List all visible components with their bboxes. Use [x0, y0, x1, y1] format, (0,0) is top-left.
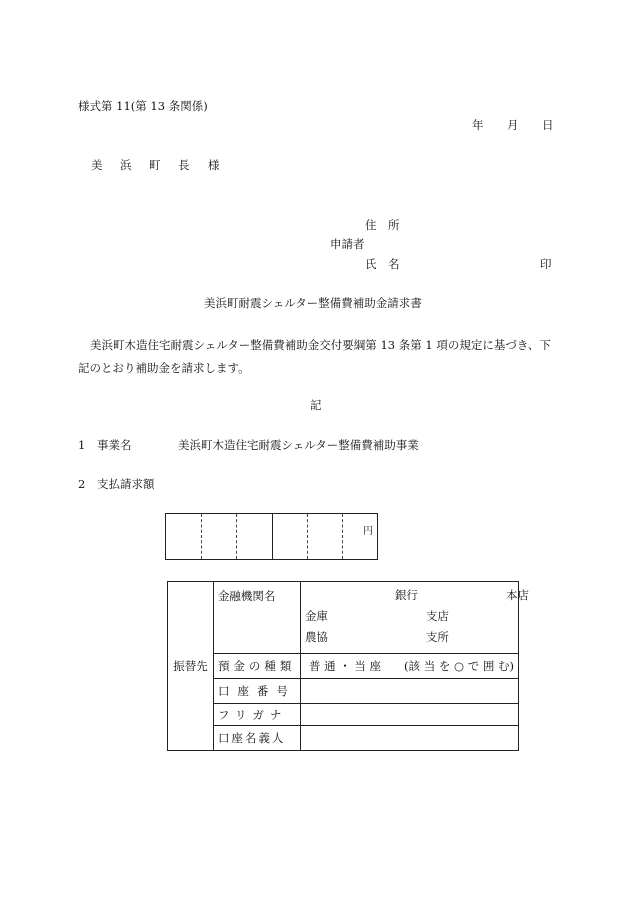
body-paragraph: 美浜町木造住宅耐震シェルター整備費補助金交付要綱第 13 条第 1 項の規定に基づき、下記のとおり補助金を請求します。: [78, 338, 551, 375]
name-label: 氏 名: [365, 257, 400, 271]
bank-text: 銀行: [394, 588, 418, 602]
item1-number: 1: [78, 438, 86, 452]
document-title: 美浜町耐震シェルター整備費補助金請求書: [204, 296, 422, 310]
item2-number: 2: [78, 477, 86, 491]
branch-office-text: 支所: [425, 630, 449, 644]
amount-group-divider: [272, 514, 273, 559]
amount-box[interactable]: [165, 513, 378, 560]
shinkin-text: 金庫: [304, 609, 328, 623]
deposit-type-value[interactable]: 普 通 ・ 当 座 (該 当 を ○ で 囲 む): [300, 654, 518, 679]
account-number-label: 口座番号: [213, 679, 300, 704]
amount-digit-divider: [342, 514, 343, 559]
bank-cell[interactable]: [300, 582, 529, 654]
account-holder-label: 口座名義人: [213, 726, 300, 751]
amount-digit-divider: [236, 514, 237, 559]
account-number-field[interactable]: [300, 679, 518, 704]
amount-digit-divider: [307, 514, 308, 559]
transfer-section-label: 振替先: [168, 582, 214, 751]
applicant-label: 申請者: [330, 237, 365, 251]
form-number: 様式第 11(第 13 条関係): [78, 99, 208, 113]
item1-label: 事業名: [97, 438, 132, 452]
branch-store-text: 支店: [425, 609, 449, 623]
bank-label: 金融機関名: [213, 582, 300, 654]
noukyou-text: 農協: [304, 630, 328, 644]
yen-unit: 円: [363, 526, 373, 537]
item1-value: 美浜町木造住宅耐震シェルター整備費補助事業: [178, 438, 419, 452]
date-year: 年: [472, 118, 484, 132]
transfer-table: [167, 581, 529, 751]
addressee: 美 浜 町 長: [91, 158, 193, 172]
account-holder-field[interactable]: [300, 726, 518, 751]
seal-mark: 印: [540, 257, 552, 271]
ki-heading: 記: [310, 398, 322, 412]
address-label: 住 所: [365, 218, 400, 232]
head-office-text: 本店: [505, 588, 529, 602]
furigana-field[interactable]: [300, 704, 518, 726]
deposit-type-label: 預金の種類: [213, 654, 300, 679]
item2-label: 支払請求額: [97, 477, 155, 491]
furigana-label: フリガナ: [213, 704, 300, 726]
amount-digit-divider: [201, 514, 202, 559]
date-day: 日: [542, 118, 554, 132]
date-month: 月: [507, 118, 519, 132]
honorific: 様: [208, 158, 220, 172]
